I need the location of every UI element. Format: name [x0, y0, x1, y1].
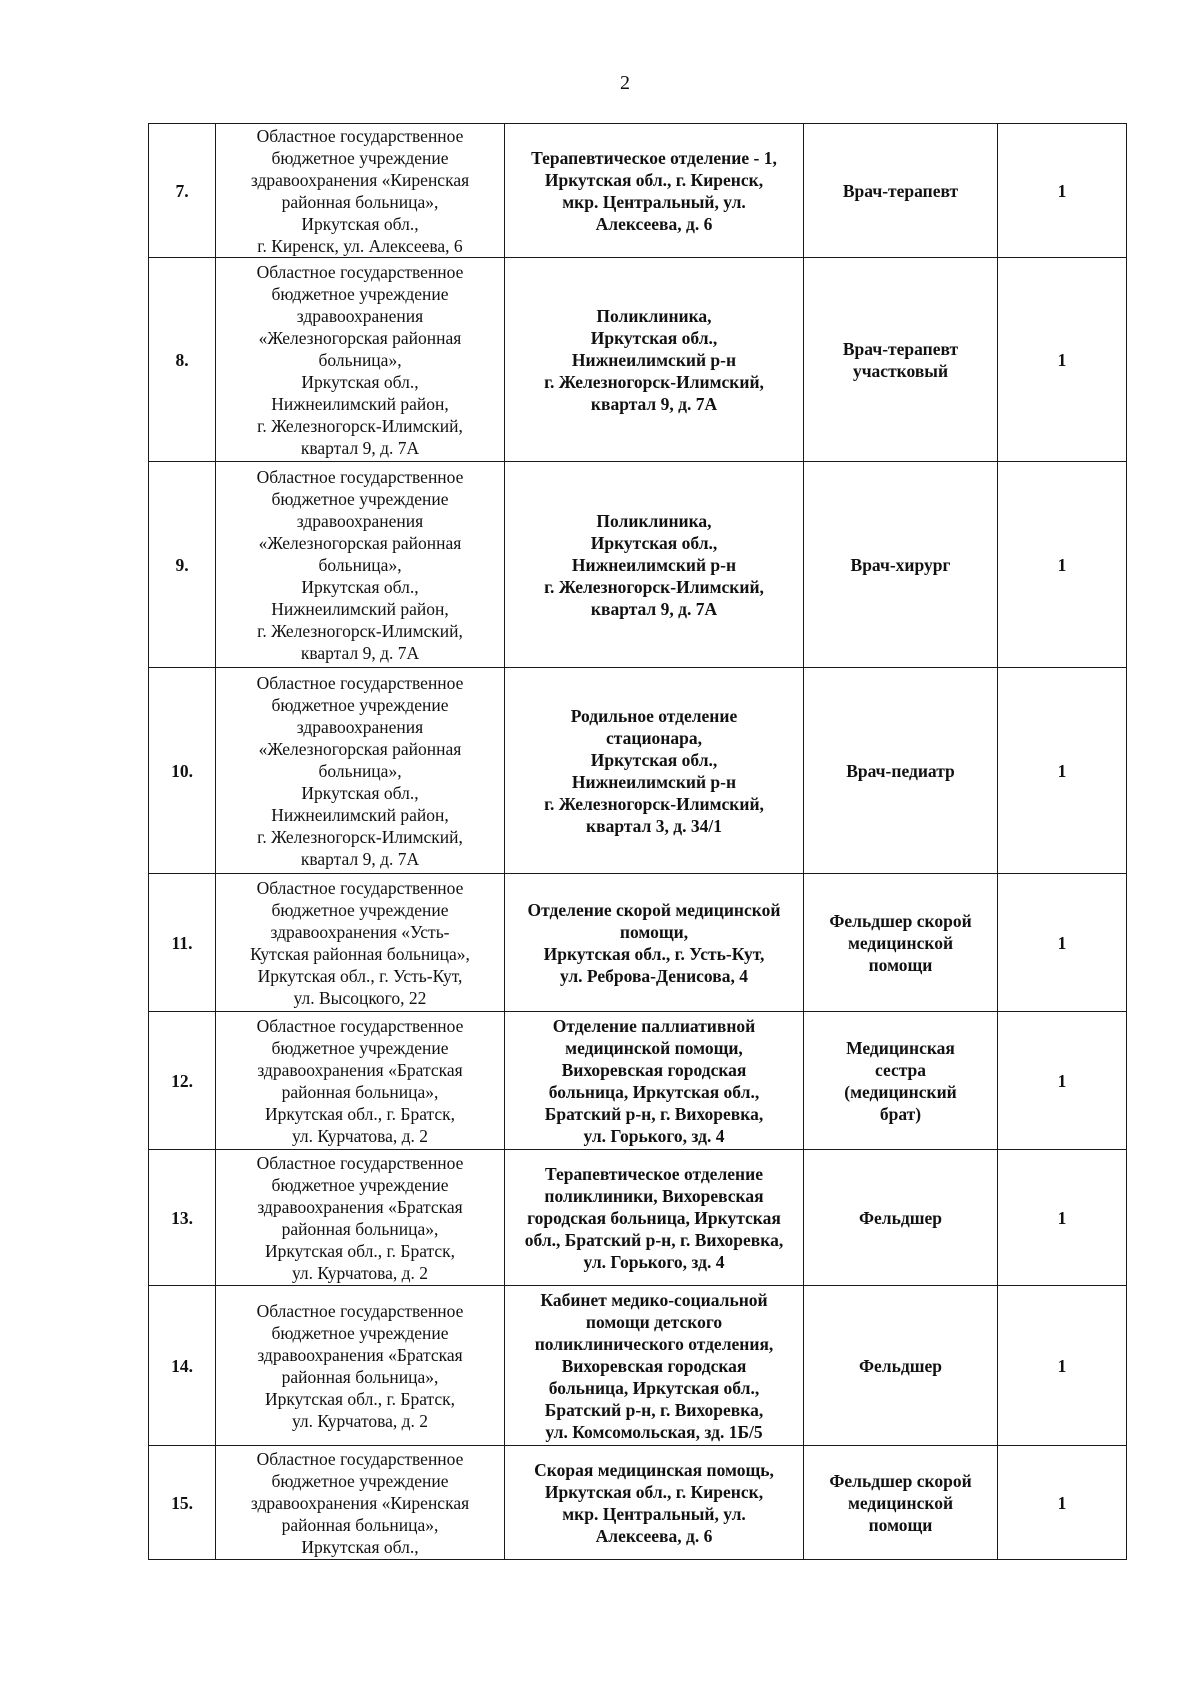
table-row [149, 1150, 1127, 1286]
position-text: Фельдшер скорой медицинской помощи [829, 910, 972, 975]
position-cell [804, 1446, 998, 1560]
quantity-cell: 1 [998, 1012, 1127, 1150]
table-row [149, 1012, 1127, 1150]
quantity-cell: 1 [998, 462, 1127, 668]
table-row [149, 668, 1127, 874]
position-cell [804, 1286, 998, 1446]
row-number: 9. [149, 462, 216, 668]
row-number: 10. [149, 668, 216, 874]
position-cell [804, 668, 998, 874]
department-text: Кабинет медико-социальной помощи детского поликлинического отделения, Вихоревская городская больница, Иркутская обл., Братский р-н, г. Вихоревка, ул. Комсомольская, зд. 1Б/5 [534, 1289, 774, 1442]
position-text: Фельдшер скорой медицинской помощи [829, 1470, 972, 1535]
department-text: Терапевтическое отделение - 1, Иркутская обл., г. Киренск, мкр. Центральный, ул. Алексеева, д. 6 [531, 147, 777, 234]
position-cell [804, 1012, 998, 1150]
organization-cell [216, 258, 505, 462]
organization-cell [216, 1446, 505, 1560]
organization-text: Областное государственное бюджетное учреждение здравоохранения «Киренская районная больница», Иркутская обл., [250, 1448, 470, 1557]
department-cell [505, 668, 804, 874]
position-cell [804, 124, 998, 258]
organization-text: Областное государственное бюджетное учреждение здравоохранения «Усть- Кутская районная больница», Иркутская обл., г. Усть-Кут, ул. Высоцкого, 22 [250, 877, 470, 1008]
department-text: Отделение скорой медицинской помощи, Иркутская обл., г. Усть-Кут, ул. Реброва-Денисова, 4 [527, 899, 781, 986]
organization-text: Областное государственное бюджетное учреждение здравоохранения «Киренская районная больница», Иркутская обл., г. Киренск, ул. Алексеева, 6 [250, 125, 470, 256]
table-row [149, 462, 1127, 668]
quantity-cell: 1 [998, 258, 1127, 462]
position-text: Врач-хирург [850, 554, 951, 575]
quantity-cell: 1 [998, 124, 1127, 258]
row-number: 15. [149, 1446, 216, 1560]
row-number: 11. [149, 874, 216, 1012]
quantity-cell: 1 [998, 1446, 1127, 1560]
department-text: Поликлиника, Иркутская обл., Нижнеилимский р-н г. Железногорск-Илимский, квартал 9, д. 7А [544, 305, 764, 414]
department-cell [505, 1286, 804, 1446]
organization-text: Областное государственное бюджетное учреждение здравоохранения «Железногорская районная больница», Иркутская обл., Нижнеилимский район, г. Железногорск-Илимский, квартал 9, д. 7А [256, 261, 464, 458]
organization-cell [216, 1012, 505, 1150]
table-row [149, 1446, 1127, 1560]
table-row [149, 874, 1127, 1012]
table-row [149, 1286, 1127, 1446]
row-number: 7. [149, 124, 216, 258]
department-text: Поликлиника, Иркутская обл., Нижнеилимский р-н г. Железногорск-Илимский, квартал 9, д. 7А [544, 510, 764, 619]
organization-text: Областное государственное бюджетное учреждение здравоохранения «Железногорская районная больница», Иркутская обл., Нижнеилимский район, г. Железногорск-Илимский, квартал 9, д. 7А [256, 672, 464, 869]
organization-cell [216, 874, 505, 1012]
organization-cell [216, 1150, 505, 1286]
position-text: Врач-терапевт участковый [842, 338, 959, 381]
department-text: Отделение паллиативной медицинской помощи, Вихоревская городская больница, Иркутская обл., Братский р-н, г. Вихоревка, ул. Горького, зд. 4 [544, 1015, 764, 1146]
department-cell [505, 258, 804, 462]
position-cell [804, 1150, 998, 1286]
organization-text: Областное государственное бюджетное учреждение здравоохранения «Братская районная больница», Иркутская обл., г. Братск, ул. Курчатова, д. 2 [256, 1152, 464, 1283]
department-cell [505, 462, 804, 668]
position-cell [804, 258, 998, 462]
organization-cell [216, 1286, 505, 1446]
organization-cell [216, 462, 505, 668]
quantity-cell: 1 [998, 668, 1127, 874]
row-number: 14. [149, 1286, 216, 1446]
quantity-cell: 1 [998, 874, 1127, 1012]
organization-text: Областное государственное бюджетное учреждение здравоохранения «Братская районная больница», Иркутская обл., г. Братск, ул. Курчатова, д. 2 [256, 1300, 464, 1431]
position-text: Фельдшер [859, 1355, 942, 1376]
vacancies-table [148, 123, 1127, 1560]
row-number: 13. [149, 1150, 216, 1286]
department-text: Терапевтическое отделение поликлиники, Вихоревская городская больница, Иркутская обл., Братский р-н, г. Вихоревка, ул. Горького, зд. 4 [524, 1163, 784, 1272]
organization-text: Областное государственное бюджетное учреждение здравоохранения «Железногорская районная больница», Иркутская обл., Нижнеилимский район, г. Железногорск-Илимский, квартал 9, д. 7А [256, 466, 464, 663]
department-text: Скорая медицинская помощь, Иркутская обл., г. Киренск, мкр. Центральный, ул. Алексеева, д. 6 [534, 1459, 774, 1546]
table-row [149, 258, 1127, 462]
row-number: 8. [149, 258, 216, 462]
department-cell [505, 124, 804, 258]
organization-cell [216, 668, 505, 874]
department-cell [505, 874, 804, 1012]
position-text: Врач-терапевт [842, 180, 959, 201]
table-row [149, 124, 1127, 258]
department-text: Родильное отделение стационара, Иркутская обл., Нижнеилимский р-н г. Железногорск-Илимский, квартал 3, д. 34/1 [544, 705, 764, 836]
position-cell [804, 462, 998, 668]
position-text: Медицинская сестра (медицинский брат) [844, 1037, 957, 1124]
department-cell [505, 1150, 804, 1286]
row-number: 12. [149, 1012, 216, 1150]
organization-cell [216, 124, 505, 258]
organization-text: Областное государственное бюджетное учреждение здравоохранения «Братская районная больница», Иркутская обл., г. Братск, ул. Курчатова, д. 2 [256, 1015, 464, 1146]
department-cell [505, 1446, 804, 1560]
position-text: Фельдшер [859, 1207, 942, 1228]
quantity-cell: 1 [998, 1150, 1127, 1286]
quantity-cell: 1 [998, 1286, 1127, 1446]
department-cell [505, 1012, 804, 1150]
position-text: Врач-педиатр [846, 760, 955, 781]
page-number: 2 [620, 72, 630, 94]
position-cell [804, 874, 998, 1012]
